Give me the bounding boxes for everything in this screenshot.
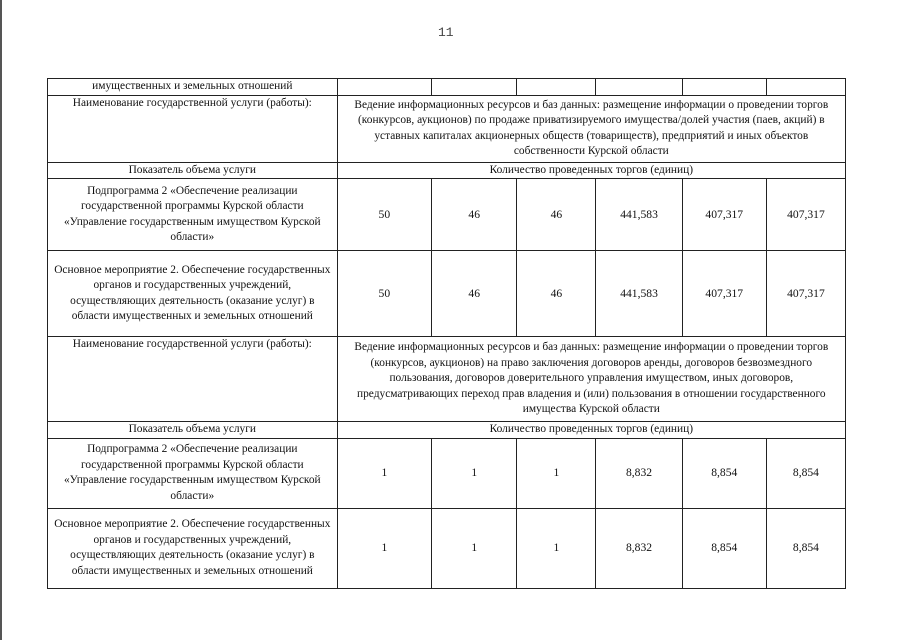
value-cell: 46 (517, 251, 596, 337)
indicator-value: Количество проведенных торгов (единиц) (337, 162, 845, 179)
value-cell: 8,854 (682, 438, 766, 508)
empty-cell (682, 79, 766, 96)
empty-cell (517, 79, 596, 96)
indicator-label: Показатель объема услуги (48, 422, 338, 439)
indicator-value: Количество проведенных торгов (единиц) (337, 422, 845, 439)
value-cell: 1 (337, 508, 431, 588)
value-cell: 407,317 (682, 251, 766, 337)
table-row (48, 438, 846, 508)
table-row (48, 162, 846, 179)
table-row (48, 508, 846, 588)
value-cell: 50 (337, 251, 431, 337)
value-cell: 441,583 (596, 179, 682, 251)
empty-cell (337, 79, 431, 96)
table-row (48, 179, 846, 251)
value-cell: 8,854 (766, 438, 845, 508)
service-name-label: Наименование государственной услуги (работы): (48, 95, 338, 162)
value-cell: 1 (337, 438, 431, 508)
value-cell: 46 (517, 179, 596, 251)
value-cell: 46 (432, 251, 517, 337)
value-cell: 1 (432, 508, 517, 588)
service-name-label: Наименование государственной услуги (работы): (48, 337, 338, 422)
service-name-value: Ведение информационных ресурсов и баз данных: размещение информации о проведении торгов (конкурсов, аукционов) по продаже приватизируемого имущества/долей участия (паев, акций) в уставных капиталах акционерных обществ (товариществ), предприятий и иных объектов собственности Курской области (337, 95, 845, 162)
value-cell: 1 (517, 438, 596, 508)
value-cell: 46 (432, 179, 517, 251)
services-table (47, 78, 846, 589)
table-row (48, 79, 846, 96)
value-cell: 407,317 (682, 179, 766, 251)
row-label: Основное мероприятие 2. Обеспечение государственных органов и государственных учреждений, осуществляющих деятельность (оказание услуг) в области имущественных и земельных отношений (48, 508, 338, 588)
table-row (48, 251, 846, 337)
value-cell: 407,317 (766, 179, 845, 251)
value-cell: 8,854 (682, 508, 766, 588)
value-cell: 1 (517, 508, 596, 588)
page-left-border (0, 0, 2, 640)
empty-cell (432, 79, 517, 96)
table-row (48, 95, 846, 162)
row-label: Основное мероприятие 2. Обеспечение государственных органов и государственных учреждений, осуществляющих деятельность (оказание услуг) в области имущественных и земельных отношений (48, 251, 338, 337)
value-cell: 8,854 (766, 508, 845, 588)
value-cell: 8,832 (596, 438, 682, 508)
row-label: Подпрограмма 2 «Обеспечение реализации государственной программы Курской области «Управление государственным имуществом Курской области» (48, 179, 338, 251)
service-name-value: Ведение информационных ресурсов и баз данных: размещение информации о проведении торгов (конкурсов, аукционов) на право заключения договоров аренды, договоров безвозмездного пользования, договоров доверительного управления имуществом, иных договоров, предусматривающих переход прав владения и (или) пользования в отношении государственного имущества Курской области (337, 337, 845, 422)
indicator-label: Показатель объема услуги (48, 162, 338, 179)
continued-cell: имущественных и земельных отношений (48, 79, 338, 96)
table-row (48, 422, 846, 439)
value-cell: 407,317 (766, 251, 845, 337)
value-cell: 50 (337, 179, 431, 251)
value-cell: 8,832 (596, 508, 682, 588)
empty-cell (596, 79, 682, 96)
value-cell: 441,583 (596, 251, 682, 337)
page-number: 11 (438, 25, 454, 40)
empty-cell (766, 79, 845, 96)
table-row (48, 337, 846, 422)
value-cell: 1 (432, 438, 517, 508)
row-label: Подпрограмма 2 «Обеспечение реализации государственной программы Курской области «Управление государственным имуществом Курской области» (48, 438, 338, 508)
